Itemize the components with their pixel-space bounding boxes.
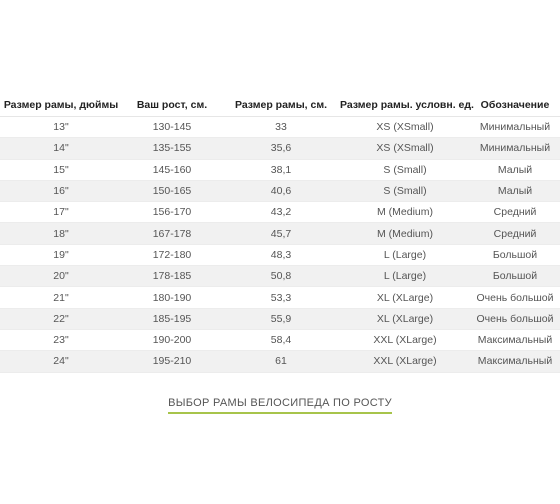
cell-frame-inches: 17" — [0, 202, 122, 223]
cell-frame-conventional: S (Small) — [340, 180, 470, 201]
cell-height-cm: 180-190 — [122, 287, 222, 308]
table-row — [0, 287, 560, 308]
table-header-row — [0, 94, 560, 117]
cell-frame-inches: 23" — [0, 329, 122, 350]
cell-designation: Максимальный — [470, 329, 560, 350]
table-row — [0, 138, 560, 159]
cell-designation: Средний — [470, 202, 560, 223]
table-row — [0, 329, 560, 350]
cell-designation: Малый — [470, 180, 560, 201]
cell-height-cm: 150-165 — [122, 180, 222, 201]
header-height-cm: Ваш рост, см. — [122, 94, 222, 117]
cell-designation: Большой — [470, 244, 560, 265]
header-frame-conventional: Размер рамы. условн. ед. — [340, 94, 470, 117]
table-row — [0, 223, 560, 244]
cell-height-cm: 135-155 — [122, 138, 222, 159]
table-row — [0, 351, 560, 372]
cell-frame-conventional: XL (XLarge) — [340, 308, 470, 329]
cell-frame-conventional: XXL (XLarge) — [340, 351, 470, 372]
cell-frame-conventional: L (Large) — [340, 244, 470, 265]
cell-designation: Очень большой — [470, 287, 560, 308]
cell-height-cm: 178-185 — [122, 266, 222, 287]
cell-height-cm: 190-200 — [122, 329, 222, 350]
table-row — [0, 159, 560, 180]
cell-height-cm: 145-160 — [122, 159, 222, 180]
cell-frame-inches: 21" — [0, 287, 122, 308]
cell-frame-cm: 45,7 — [222, 223, 340, 244]
table-row — [0, 266, 560, 287]
cell-frame-cm: 58,4 — [222, 329, 340, 350]
cell-frame-cm: 35,6 — [222, 138, 340, 159]
cell-frame-inches: 14" — [0, 138, 122, 159]
cell-frame-cm: 33 — [222, 117, 340, 138]
cell-frame-cm: 40,6 — [222, 180, 340, 201]
cell-designation: Средний — [470, 223, 560, 244]
cell-frame-inches: 18" — [0, 223, 122, 244]
table-row — [0, 180, 560, 201]
cell-frame-cm: 55,9 — [222, 308, 340, 329]
cell-designation: Минимальный — [470, 117, 560, 138]
header-frame-cm: Размер рамы, см. — [222, 94, 340, 117]
cell-frame-conventional: S (Small) — [340, 159, 470, 180]
cell-frame-conventional: L (Large) — [340, 266, 470, 287]
table-row — [0, 117, 560, 138]
frame-size-table — [0, 94, 560, 373]
cell-designation: Малый — [470, 159, 560, 180]
table-row — [0, 308, 560, 329]
cell-frame-conventional: XS (XSmall) — [340, 117, 470, 138]
cell-frame-conventional: M (Medium) — [340, 223, 470, 244]
cell-designation: Большой — [470, 266, 560, 287]
cell-frame-inches: 20" — [0, 266, 122, 287]
cell-frame-conventional: XS (XSmall) — [340, 138, 470, 159]
table-caption — [0, 393, 560, 414]
cell-designation: Очень большой — [470, 308, 560, 329]
cell-height-cm: 167-178 — [122, 223, 222, 244]
cell-frame-inches: 22" — [0, 308, 122, 329]
header-designation: Обозначение — [470, 94, 560, 117]
cell-height-cm: 185-195 — [122, 308, 222, 329]
caption-text: ВЫБОР РАМЫ ВЕЛОСИПЕДА ПО РОСТУ — [168, 397, 392, 414]
cell-frame-inches: 24" — [0, 351, 122, 372]
cell-height-cm: 130-145 — [122, 117, 222, 138]
cell-frame-cm: 50,8 — [222, 266, 340, 287]
cell-designation: Минимальный — [470, 138, 560, 159]
cell-height-cm: 195-210 — [122, 351, 222, 372]
cell-frame-conventional: XL (XLarge) — [340, 287, 470, 308]
cell-frame-cm: 48,3 — [222, 244, 340, 265]
table-row — [0, 244, 560, 265]
cell-frame-conventional: XXL (XLarge) — [340, 329, 470, 350]
cell-height-cm: 172-180 — [122, 244, 222, 265]
header-frame-inches: Размер рамы, дюймы — [0, 94, 122, 117]
table-row — [0, 202, 560, 223]
cell-frame-inches: 13" — [0, 117, 122, 138]
cell-height-cm: 156-170 — [122, 202, 222, 223]
cell-frame-cm: 38,1 — [222, 159, 340, 180]
cell-frame-cm: 43,2 — [222, 202, 340, 223]
cell-frame-inches: 19" — [0, 244, 122, 265]
cell-frame-conventional: M (Medium) — [340, 202, 470, 223]
cell-frame-cm: 53,3 — [222, 287, 340, 308]
cell-designation: Максимальный — [470, 351, 560, 372]
cell-frame-inches: 16" — [0, 180, 122, 201]
cell-frame-cm: 61 — [222, 351, 340, 372]
cell-frame-inches: 15" — [0, 159, 122, 180]
